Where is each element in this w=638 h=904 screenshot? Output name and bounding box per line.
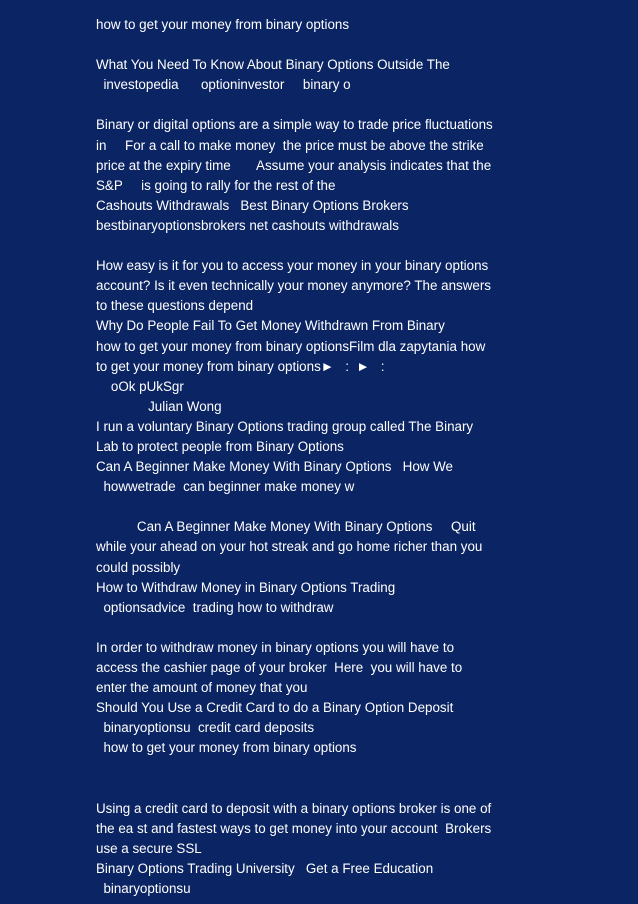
text-line: to get your money from binary options► : ► :	[96, 358, 385, 374]
text-line: Binary or digital options are a simple way to trade price fluctuations	[96, 117, 493, 133]
text-line: How to Withdraw Money in Binary Options Trading	[96, 579, 396, 595]
blank-line	[96, 35, 536, 55]
text-line: In order to withdraw money in binary options you will have to	[96, 639, 455, 655]
text-line: how to get your money from binary optionsFilm dla zapytania how	[96, 338, 486, 354]
text-line: use a secure SSL	[96, 840, 202, 856]
text-line: oOk pUkSgr	[96, 378, 184, 394]
text-line: binaryoptionsu credit card deposits	[96, 720, 315, 736]
text-line: optionsadvice trading how to withdraw	[96, 599, 334, 615]
text-line: Why Do People Fail To Get Money Withdrawn From Binary	[96, 318, 445, 334]
text-line: Can A Beginner Make Money With Binary Options How We	[96, 459, 453, 475]
text-line: Should You Use a Credit Card to do a Binary Option Deposit	[96, 700, 454, 716]
blank-line	[96, 758, 536, 778]
text-line: How easy is it for you to access your money in your binary options	[96, 258, 489, 274]
text-line: binaryoptionsu	[96, 881, 191, 897]
text-line: bestbinaryoptionsbrokers net cashouts withdrawals	[96, 217, 399, 233]
blank-line	[96, 236, 536, 256]
text-line: Lab to protect people from Binary Options	[96, 438, 344, 454]
text-line: S&P is going to rally for the rest of the	[96, 177, 336, 193]
blank-line	[96, 779, 536, 799]
document-text	[96, 15, 536, 899]
text-line: howwetrade can beginner make money w	[96, 479, 355, 495]
text-line: while your ahead on your hot streak and go home richer than you	[96, 539, 483, 555]
text-line: Cashouts Withdrawals Best Binary Options Brokers	[96, 197, 409, 213]
blank-line	[96, 497, 536, 517]
text-line: price at the expiry time Assume your analysis indicates that the	[96, 157, 492, 173]
blank-line	[96, 618, 536, 638]
text-line: Using a credit card to deposit with a binary options broker is one of	[96, 800, 492, 816]
text-line: Can A Beginner Make Money With Binary Options Quit	[96, 519, 476, 535]
text-line: in For a call to make money the price must be above the strike	[96, 137, 484, 153]
text-line: investopedia optioninvestor binary o	[96, 77, 351, 93]
text-line: What You Need To Know About Binary Options Outside The	[96, 57, 450, 73]
text-line: how to get your money from binary options	[96, 17, 350, 32]
text-line: I run a voluntary Binary Options trading group called The Binary	[96, 418, 474, 434]
text-line: how to get your money from binary options	[96, 740, 357, 756]
text-line: could possibly	[96, 559, 181, 575]
text-line: account? Is it even technically your money anymore? The answers	[96, 278, 491, 294]
text-line: the ea st and fastest ways to get money into your account Brokers	[96, 820, 492, 836]
blank-line	[96, 95, 536, 115]
text-line: access the cashier page of your broker Here you will have to	[96, 660, 463, 675]
text-line: Julian Wong	[96, 398, 222, 414]
text-line: to these questions depend	[96, 298, 254, 314]
text-line: enter the amount of money that you	[96, 680, 308, 696]
text-line: Binary Options Trading University Get a Free Education	[96, 860, 434, 876]
